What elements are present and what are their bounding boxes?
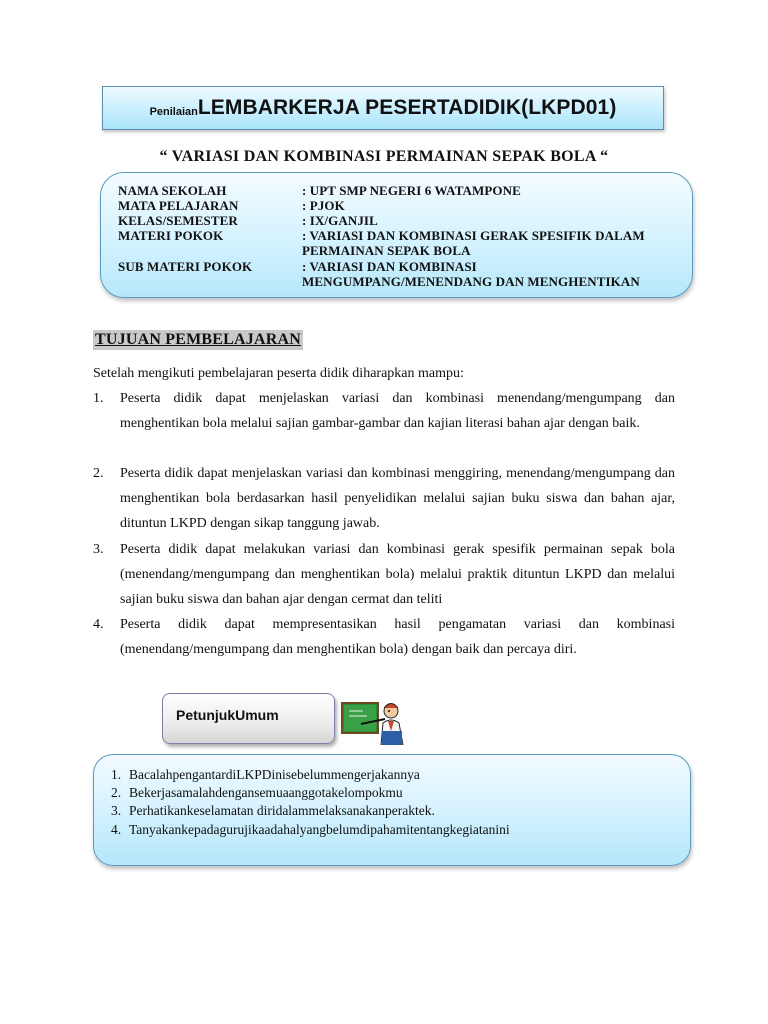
objective-number: 4. [93, 617, 104, 632]
instruction-item [111, 821, 510, 839]
worksheet-subtitle: “ VARIASI DAN KOMBINASI PERMAINAN SEPAK BOLA “ [159, 148, 609, 165]
info-value: MENGUMPANG/MENENDANG DAN MENGHENTIKAN [302, 274, 640, 289]
info-value: : VARIASI DAN KOMBINASI [302, 259, 477, 274]
instruction-text: Perhatikankeselamatan diridalammelaksanakanperaktek. [129, 803, 435, 818]
instruction-item [111, 766, 420, 784]
general-instructions-label: PetunjukUmum [162, 693, 335, 744]
objective-text: Peserta didik dapat menjelaskan variasi dan kombinasi menggiring, menendang/mengumpang dan menghentikan bola berdasarkan hasil penyelidikan melalui sajian buku siswa dan bahan ajar, dituntun LKPD dengan sikap tanggung jawab. [120, 466, 675, 531]
info-value: : PJOK [302, 198, 345, 213]
info-label: MATERI POKOK [118, 228, 224, 243]
worksheet-title-box [102, 86, 664, 130]
info-value: PERMAINAN SEPAK BOLA [302, 243, 471, 258]
info-label: KELAS/SEMESTER [118, 213, 238, 228]
title-prefix: Penilaian [149, 106, 198, 118]
instruction-text: BacalahpengantardiLKPDinisebelummengerjakannya [129, 767, 420, 782]
teacher-chalkboard-icon [341, 697, 411, 745]
instruction-text: Bekerjasamalahdengansemuaanggotakelompokmu [129, 785, 403, 800]
objective-text: Peserta didik dapat mempresentasikan hasil pengamatan variasi dan kombinasi (menendang/mengumpang dan menghentikan bola) dengan baik dan percaya diri. [120, 617, 675, 657]
objectives-intro: Setelah mengikuti pembelajaran peserta didik diharapkan mampu: [93, 366, 464, 381]
objective-text: Peserta didik dapat melakukan variasi dan kombinasi gerak spesifik permainan sepak bola (menendang/mengumpang dan menghentikan bola) melalui praktik dituntun LKPD dan melalui sajian buku siswa dan bahan ajar dengan cermat dan teliti [120, 542, 675, 607]
info-label: NAMA SEKOLAH [118, 183, 227, 198]
instruction-number: 1. [111, 767, 122, 782]
objective-text: Peserta didik dapat menjelaskan variasi dan kombinasi menendang/mengumpang dan menghentikan bola melalui sajian gambar-gambar dan kajian literasi bahan ajar dengan baik. [120, 391, 675, 431]
info-label: SUB MATERI POKOK [118, 259, 253, 274]
info-value: : IX/GANJIL [302, 213, 378, 228]
objective-number: 3. [93, 542, 104, 557]
instruction-number: 3. [111, 803, 122, 818]
info-value: : UPT SMP NEGERI 6 WATAMPONE [302, 183, 521, 198]
info-label: MATA PELAJARAN [118, 198, 239, 213]
instruction-item [111, 784, 403, 802]
instruction-number: 2. [111, 785, 122, 800]
objective-number: 1. [93, 391, 104, 406]
objective-number: 2. [93, 466, 104, 481]
instruction-item [111, 802, 435, 820]
objectives-heading: TUJUAN PEMBELAJARAN [95, 331, 302, 348]
info-value: : VARIASI DAN KOMBINASI GERAK SPESIFIK DALAM [302, 228, 645, 243]
instruction-text: Tanyakankepadagurujikaadahalyangbelumdipahamitentangkegiatanini [129, 822, 510, 837]
instruction-number: 4. [111, 822, 122, 837]
title-main: LEMBARKERJA PESERTADIDIK(LKPD01) [197, 96, 617, 119]
